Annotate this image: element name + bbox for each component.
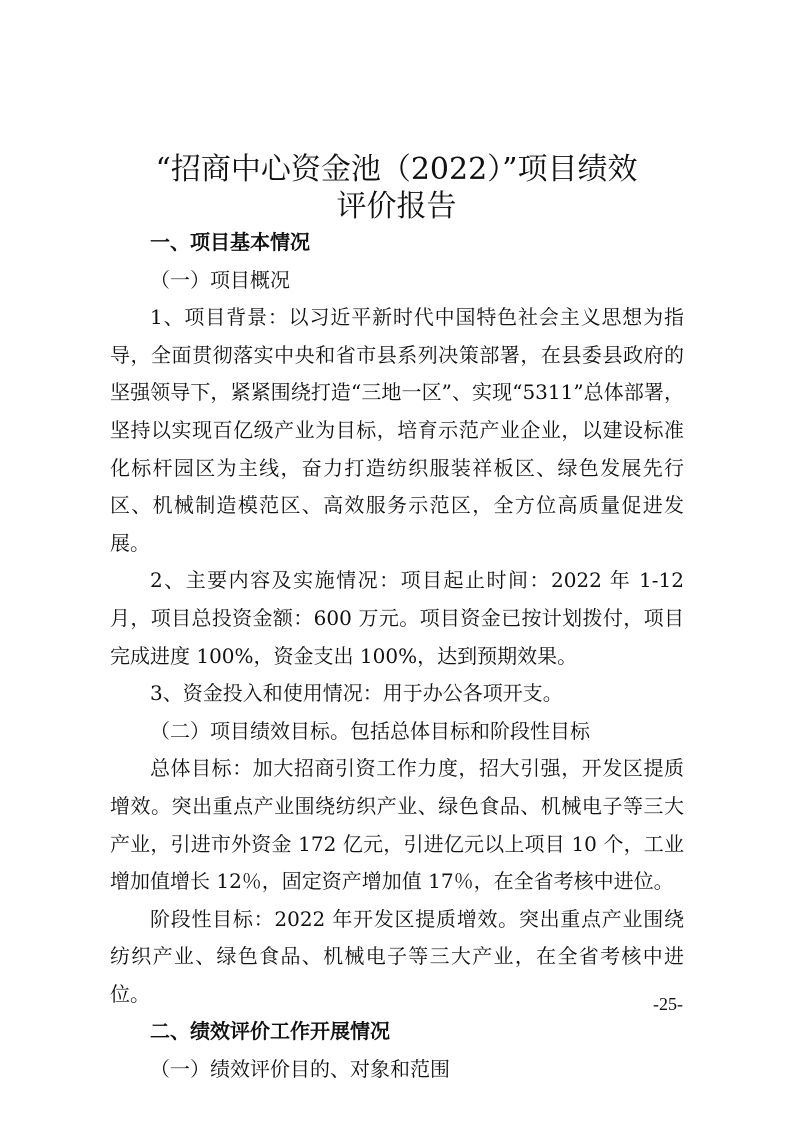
section-1-heading: 一、项目基本情况 (150, 230, 310, 254)
page-number: -25- (653, 994, 683, 1014)
paragraph-funding-usage: 3、资金投入和使用情况：用于办公各项开支。 (150, 681, 563, 706)
paragraph-phase-goal: 阶段性目标：2022 年开发区提质增效。突出重点产业围绕纺织产业、绿色食品、机械电子等三大产业，在全省考核中进位。 (110, 906, 684, 1006)
section-2-heading: 二、绩效评价工作开展情况 (150, 1019, 390, 1044)
paragraph-overall-goal: 总体目标：加大招商引资工作力度，招大引强，开发区提质增效。突出重点产业围绕纺织产业、绿色食品、机械电子等三大产业，引进市外资金 172 亿元，引进亿元以上项目 10 个，工业增加值增长 12％，固定资产增加值 17％，在全省考核中进位。 (110, 756, 684, 894)
section-2-subheading-1: （一）绩效评价目的、对象和范围 (150, 1057, 450, 1082)
report-title-line-1: “招商中心资金池（2022）”项目绩效 (155, 152, 638, 187)
paragraph-main-content: 2、主要内容及实施情况：项目起止时间：2022 年 1-12 月，项目总投资金额：600 万元。项目资金已按计划拨付，项目完成进度 100%，资金支出 100%，达到预期效果。 (110, 568, 684, 668)
section-1-subheading-2: （二）项目绩效目标。包括总体目标和阶段性目标 (150, 718, 590, 743)
paragraph-project-background: 1、项目背景：以习近平新时代中国特色社会主义思想为指导，全面贯彻落实中央和省市县系列决策部署，在县委县政府的坚强领导下，紧紧围绕打造“三地一区”、实现“5311”总体部署，坚持以实现百亿级产业为目标，培育示范产业企业，以建设标准化标杆园区为主线，奋力打造纺织服装祥板区、绿色发展先行区、机械制造模范区、高效服务示范区，全方位高质量促进发展。 (110, 305, 684, 555)
report-title-line-2: 评价报告 (336, 189, 457, 224)
document-body (110, 224, 684, 1089)
section-1-subheading-1: （一）项目概况 (150, 267, 290, 292)
